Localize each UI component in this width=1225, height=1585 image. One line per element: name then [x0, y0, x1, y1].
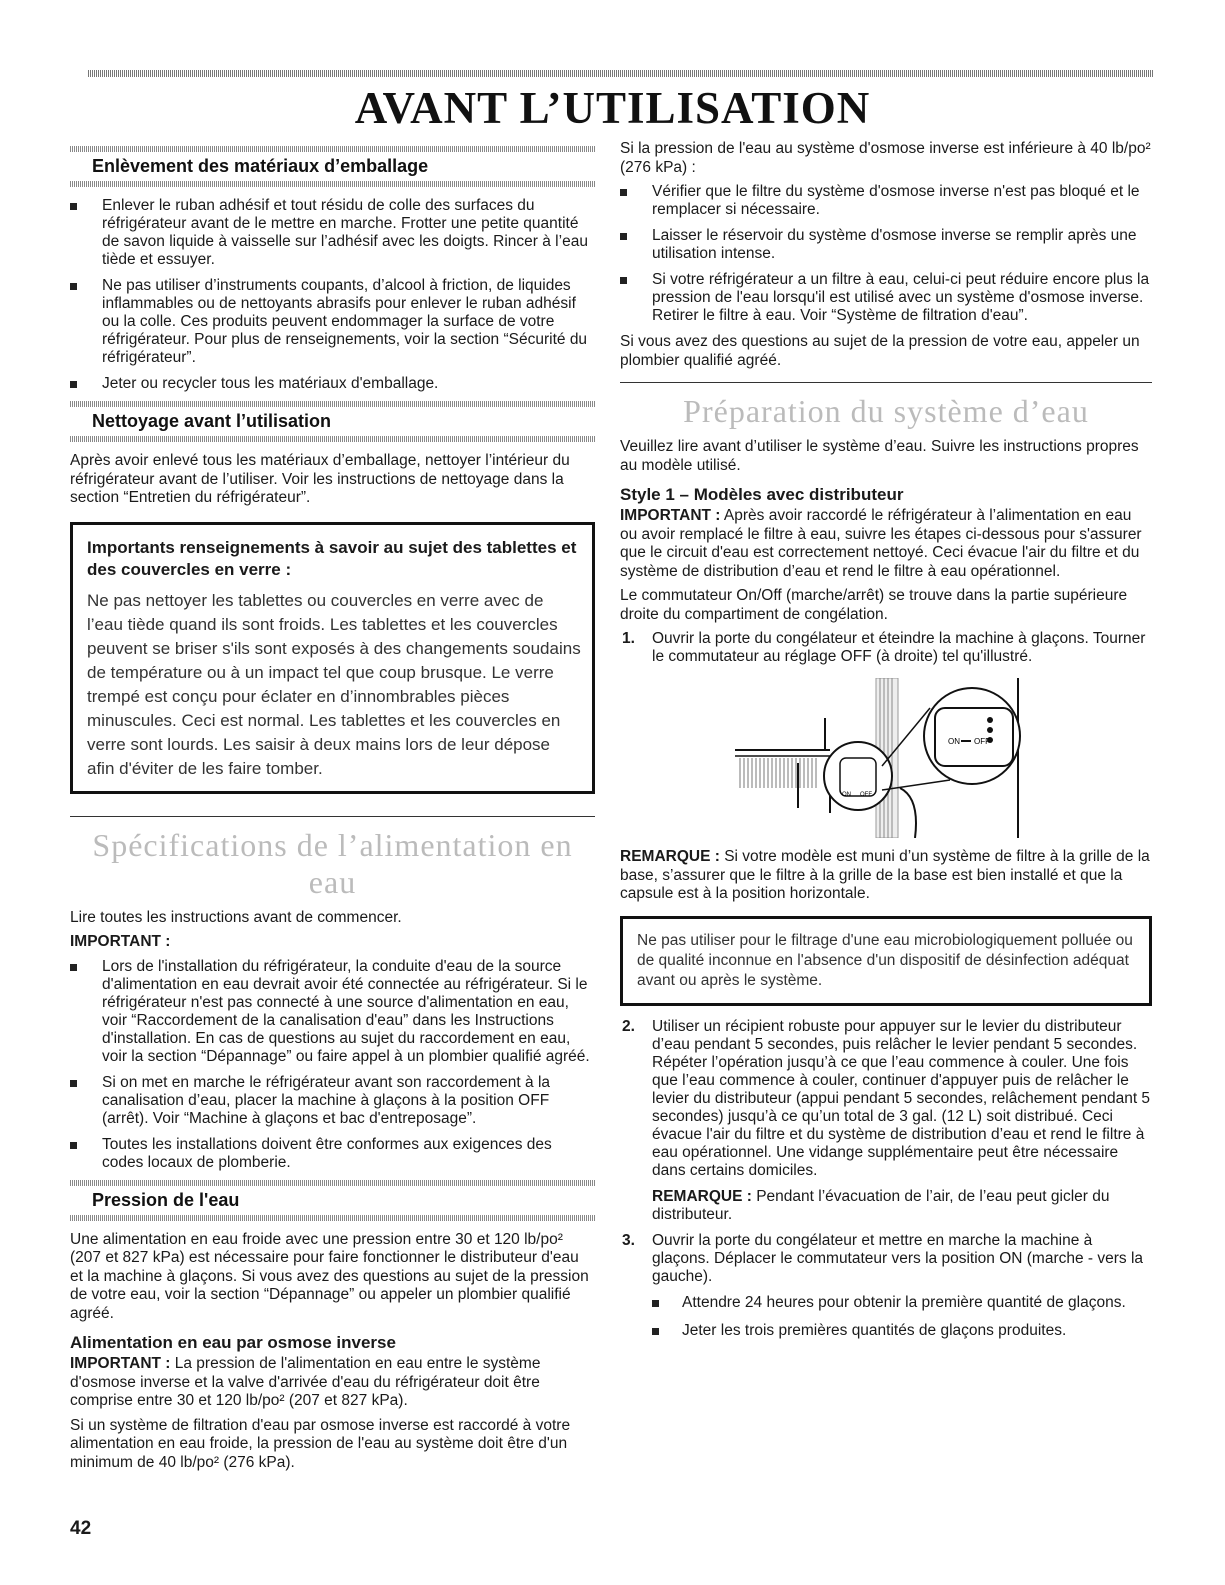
step2-note	[652, 1188, 1152, 1224]
questions-text: Si vous avez des questions au sujet de la pression de votre eau, appeler un plombier qualifié agréé.	[620, 333, 1140, 369]
prep-intro: Veuillez lire avant d’utiliser le système d’eau. Suivre les instructions propres au modèle utilisé.	[620, 438, 1139, 474]
glass-box-title: Importants renseignements à savoir au sujet des tablettes et des couvercles en verre :	[87, 537, 577, 579]
figure-on-label-small: ON	[842, 792, 851, 798]
cleaning-text: Après avoir enlevé tous les matériaux d’emballage, nettoyer l’intérieur du réfrigérateur avant de l’utiliser. Voir les instructions de nettoyage dans la section “Entretien du réfrigérateur”.	[70, 452, 570, 506]
note-body: Pendant l’évacuation de l’air, de l’eau peut gicler du distributeur.	[652, 1187, 1110, 1223]
note-text	[620, 848, 1152, 904]
list-item	[620, 183, 1152, 219]
freezer-switch-svg	[620, 678, 1152, 838]
section-divider	[70, 816, 595, 817]
bullet-square-icon	[70, 283, 77, 290]
hatch-rule	[70, 181, 595, 187]
step3-list	[652, 1294, 1152, 1340]
section-divider	[620, 382, 1152, 383]
glass-box-text: Ne pas nettoyer les tablettes ou couvercles en verre avec de l’eau tiède quand ils sont froids. Les tablettes et les couvercles peuvent se briser s'ils sont exposés à des changements soudains de température ou à un impact tel que coup brusque. Le verre trempé est conçu pour éclater en d’innombrables pièces minuscules. Ceci est normal. Les tablettes et les couvercles en verre sont lourds. Les saisir à deux mains lors de leur dépose afin d'éviter de les faire tomber.	[87, 590, 581, 778]
low-pressure-list	[620, 183, 1152, 325]
style1-important	[620, 507, 1152, 581]
bullet-square-icon	[652, 1300, 659, 1307]
list-item-text: Jeter les trois premières quantités de glaçons produites.	[682, 1321, 1067, 1339]
heading-water-supply: Spécifications de l’alimentation en eau	[92, 826, 573, 900]
heading-packaging: Enlèvement des matériaux d’emballage	[92, 156, 429, 176]
step-number: 1.	[622, 630, 635, 647]
water-supply-intro: Lire toutes les instructions avant de commencer.	[70, 908, 402, 926]
step-item	[620, 1018, 1152, 1224]
section-header-pressure	[70, 1180, 595, 1221]
heading-prep: Préparation du système d’eau	[683, 393, 1089, 429]
step-number: 3.	[622, 1231, 635, 1249]
bullet-square-icon	[652, 1328, 659, 1335]
bullet-square-icon	[70, 1080, 77, 1087]
list-item-text: Laisser le réservoir du système d'osmose inverse se remplir après une utilisation intense.	[652, 227, 1137, 262]
reverse-osmosis-text: Si un système de filtration d'eau par osmose inverse est raccordé à votre alimentation en eau froide, la pression de l'eau au système doit être d'un minimum de 40 lb/po² (276 kPa).	[70, 1416, 571, 1471]
list-item	[70, 958, 595, 1066]
list-item-text: Ne pas utiliser d’instruments coupants, d’alcool à friction, de liquides inflammables ou de nettoyants abrasifs pour enlever le ruban adhésif ou la colle. Ces produits peuvent endommager la surface de votre réfrigérateur. Pour plus de renseignements, voir la section “Sécurité du réfrigérateur”.	[102, 277, 588, 366]
step-text: Ouvrir la porte du congélateur et mettre en marche la machine à glaçons. Déplacer le commutateur vers la position ON (marche - vers la gauche).	[652, 1231, 1144, 1285]
list-item	[70, 277, 595, 367]
reverse-osmosis-important	[70, 1355, 595, 1411]
hatch-rule	[70, 1180, 595, 1186]
list-item	[652, 1294, 1152, 1312]
heading-pressure: Pression de l'eau	[92, 1189, 240, 1210]
step-item	[620, 630, 1152, 666]
bullet-square-icon	[70, 203, 77, 210]
page-title: AVANT L’UTILISATION	[354, 83, 871, 133]
packaging-list	[70, 197, 595, 393]
list-item-text: Lors de l'installation du réfrigérateur, la conduite d'eau de la source d'alimentation en eau devrait avoir été connectée au réfrigérateur. Si le réfrigérateur n'est pas connecté à une source d'alimentation en eau, voir “Raccordement de la canalisation d'eau” dans les Instructions d'installation. En cas de questions au sujet du raccordement en eau, voir la section “Dépannage” ou faire appel à un plombier qualifié agréé.	[102, 957, 590, 1065]
bullet-square-icon	[70, 381, 77, 388]
bullet-square-icon	[620, 189, 627, 196]
filter-warning-box: Ne pas utiliser pour le filtrage d'une eau microbiologiquement polluée ou de qualité inconnue en l'absence d'un dispositif de désinfection adéquat avant ou après le système.	[620, 916, 1152, 1006]
heading-reverse-osmosis: Alimentation en eau par osmose inverse	[70, 1333, 396, 1352]
list-item-text: Si on met en marche le réfrigérateur avant son raccordement à la canalisation d’eau, placer la machine à glaçons à la position OFF (arrêt). Voir “Machine à glaçons et bac d'entreposage”.	[102, 1073, 551, 1127]
top-rule	[88, 70, 1153, 77]
note-label: REMARQUE :	[652, 1187, 752, 1205]
list-item	[70, 1136, 595, 1172]
step-text: Utiliser un récipient robuste pour appuyer sur le levier du distributeur d’eau pendant 5 secondes, puis relâcher le levier pendant 5 secondes. Répéter l’opération jusqu’à ce que l’eau commence à couler. Une fois que l’eau commence à couler, continuer d'appuyer puis de relâcher le levier du distributeur (appui pendant 5 secondes, relâchement pendant 5 secondes) jusqu’à ce qu’un total de 3 gal. (12 L) soit distribué. Ceci évacue l'air du filtre et du système de distribution d’eau et rend le filtre à eau opérationnel. Une vidange supplémentaire peut être nécessaire dans certains domiciles.	[652, 1017, 1151, 1179]
list-item	[70, 1074, 595, 1128]
list-item-text: Vérifier que le filtre du système d'osmose inverse n'est pas bloqué et le remplacer si nécessaire.	[652, 183, 1140, 218]
list-item	[620, 271, 1152, 325]
bullet-square-icon	[620, 233, 627, 240]
steps-list-a	[620, 630, 1152, 666]
important-text: La pression de l'alimentation en eau entre le système d'osmose inverse et la valve d'arrivée d'eau du réfrigérateur doit être comprise entre 30 et 120 lb/po² (207 et 827 kPa).	[70, 1355, 541, 1409]
hatch-rule	[70, 401, 595, 407]
step-item	[620, 1232, 1152, 1340]
important-label: IMPORTANT :	[620, 507, 721, 524]
list-item	[620, 227, 1152, 263]
figure-off-label: OFF	[974, 737, 990, 746]
list-item-text: Jeter ou recycler tous les matériaux d'emballage.	[102, 375, 439, 392]
important-label: IMPORTANT :	[70, 1355, 171, 1372]
figure-on-label: ON	[948, 737, 960, 746]
list-item-text: Enlever le ruban adhésif et tout résidu de colle des surfaces du réfrigérateur avant de le mettre en marche. Frotter une petite quantité de savon liquide à vaisselle sur l’adhésif avec les doigts. Rincer à l’eau tiède et essuyer.	[102, 197, 588, 268]
figure-off-label-small: OFF	[860, 792, 872, 798]
list-item-text: Si votre réfrigérateur a un filtre à eau, celui-ci peut réduire encore plus la pression de l'eau lorsqu'il est utilisé avec un système d'osmose inverse. Retirer le filtre à eau. Voir “Système de filtration d'eau”.	[652, 271, 1150, 324]
list-item	[70, 375, 595, 393]
list-item-text: Toutes les installations doivent être conformes aux exigences des codes locaux de plomberie.	[102, 1135, 552, 1171]
bullet-square-icon	[70, 964, 77, 971]
bullet-square-icon	[620, 277, 627, 284]
right-column	[620, 140, 1152, 1350]
page-number: 42	[70, 1518, 92, 1539]
list-item	[652, 1322, 1152, 1340]
glass-warning-box	[70, 522, 595, 794]
left-column	[70, 140, 595, 1478]
important-label: IMPORTANT :	[70, 933, 171, 950]
section-header-packaging	[70, 146, 595, 187]
switch-text: Le commutateur On/Off (marche/arrêt) se trouve dans la partie supérieure droite du compartiment de congélation.	[620, 587, 1128, 623]
important-text: Après avoir raccordé le réfrigérateur à l’alimentation en eau ou avoir remplacé le filtre à eau, suivre les étapes ci-dessous pour s'assurer que le circuit d'eau est correctement nettoyé. Ceci évacue l'air du filtre et du système de distribution d’eau et rend le filtre à eau opérationnel.	[620, 507, 1142, 580]
low-pressure-intro: Si la pression de l'eau au système d'osmose inverse est inférieure à 40 lb/po² (276 kPa) :	[620, 140, 1151, 176]
bullet-square-icon	[70, 1142, 77, 1149]
heading-cleaning: Nettoyage avant l’utilisation	[92, 411, 332, 431]
freezer-switch-illustration	[620, 678, 1152, 838]
hatch-rule	[70, 436, 595, 442]
steps-list-b	[620, 1018, 1152, 1340]
note-label: REMARQUE :	[620, 848, 720, 865]
heading-style1: Style 1 – Modèles avec distributeur	[620, 485, 904, 504]
hatch-rule	[70, 1215, 595, 1221]
step-text: Ouvrir la porte du congélateur et éteindre la machine à glaçons. Tourner le commutateur au réglage OFF (à droite) tel qu'illustré.	[652, 630, 1146, 665]
step-number: 2.	[622, 1017, 635, 1035]
list-item	[70, 197, 595, 269]
hatch-rule	[70, 146, 595, 152]
water-supply-list	[70, 958, 595, 1172]
list-item-text: Attendre 24 heures pour obtenir la première quantité de glaçons.	[682, 1293, 1126, 1311]
note-body: Si votre modèle est muni d’un système de filtre à la grille de la base, s’assurer que le filtre à la grille de la base est bien installé et que la capsule est à la position horizontale.	[620, 848, 1150, 902]
pressure-text: Une alimentation en eau froide avec une pression entre 30 et 120 lb/po² (207 et 827 kPa) est nécessaire pour faire fonctionner le distributeur d'eau et la machine à glaçons. Si vous avez des questions au sujet de la pression de votre eau, voir la section “Dépannage” ou appeler un plombier qualifié agréé.	[70, 1230, 589, 1322]
section-header-cleaning	[70, 401, 595, 442]
